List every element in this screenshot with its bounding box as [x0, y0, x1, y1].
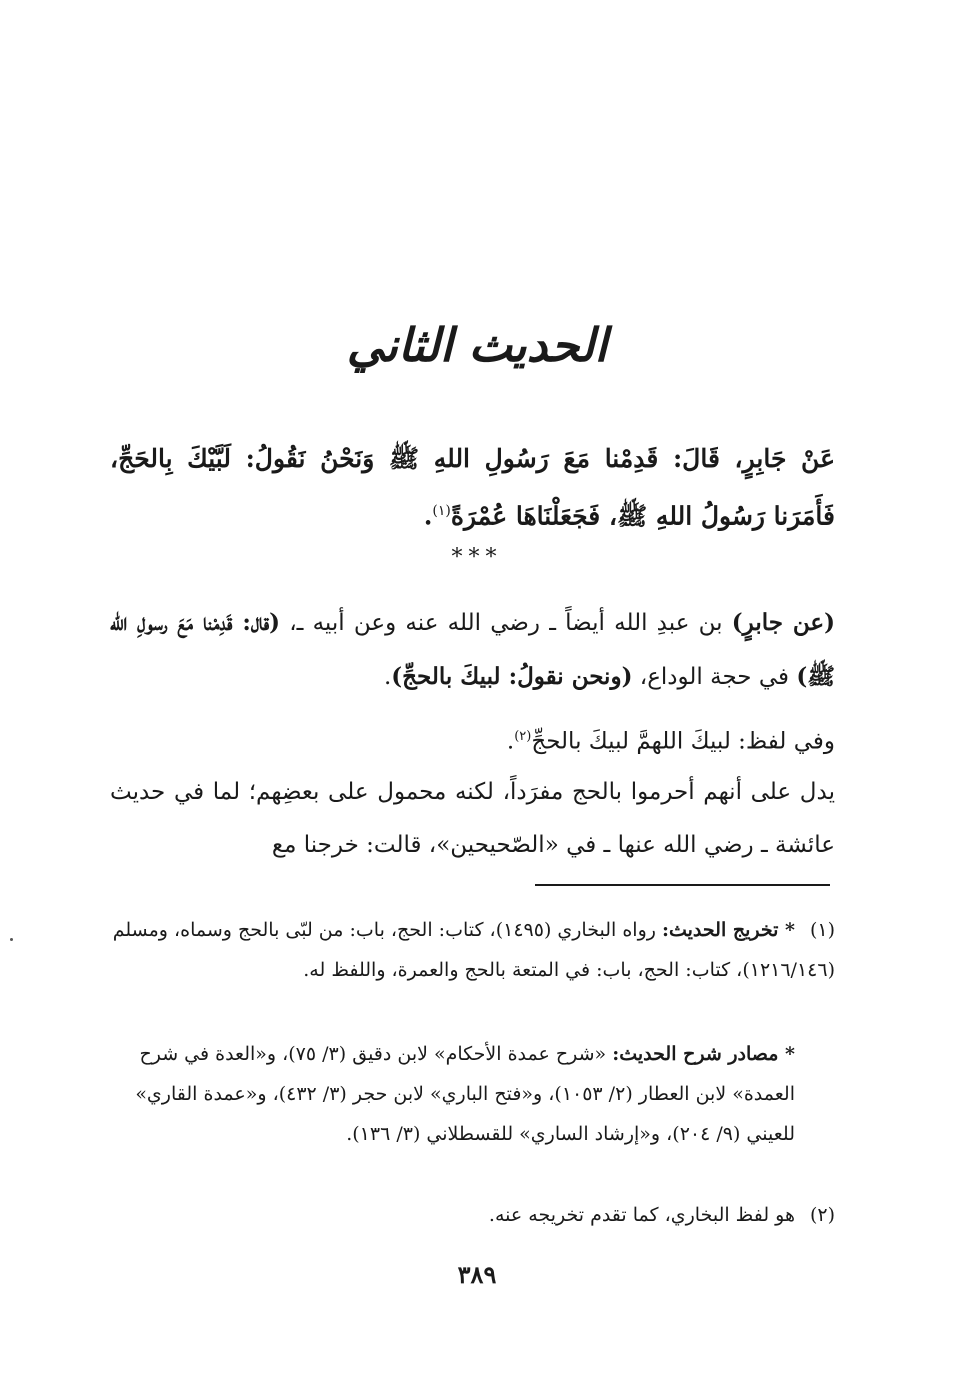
- commentary-paragraph-3: يدل على أنهم أحرموا بالحج مفرَداً، لكنه محمول على بعضِهم؛ لما في حديث عائشة ـ رضي الله عنها ـ في «الصّحيحين»، قالت: خرجنا مع: [110, 779, 835, 858]
- footnote-ref-2[interactable]: (٢): [514, 729, 532, 744]
- quote-bold-a: (عن جابرٍ): [731, 609, 835, 636]
- commentary-text-b: في حجة الوداع،: [632, 664, 797, 690]
- hadith-text: [110, 432, 835, 542]
- hadith-end: .: [423, 501, 433, 531]
- footnote-1-text: رواه البخاري (١٤٩٥)، كتاب: الحج، باب: من لبّى بالحج وسماه، ومسلم (١٢١٦/١٤٦)، كتاب: الحج، باب: في المتعة بالحج والعمرة، واللفظ له.: [112, 919, 835, 981]
- commentary-text-2: وفي لفظ: لبيكَ اللهمَّ لبيكَ بالحجِّ: [531, 728, 835, 755]
- footnote-2-number: (٢): [809, 1204, 835, 1226]
- footnote-2-text: هو لفظ البخاري، كما تقدم تخريجه عنه.: [488, 1204, 795, 1226]
- footnote-1: [110, 910, 835, 990]
- footnote-1-heading: * تخريج الحديث:: [661, 919, 795, 941]
- chapter-title: الحديث الثاني: [346, 318, 608, 372]
- commentary-paragraph-2: [110, 710, 835, 769]
- footnote-divider: [535, 884, 830, 886]
- scan-speck: [10, 938, 13, 941]
- commentary-end-2: .: [506, 728, 515, 755]
- quote-bold-c: (ونحن نقولُ: لبيكَ بالحجِّ): [391, 663, 633, 690]
- footnote-1-sources-text: «شرح عمدة الأحكام» لابن دقيق (٣/ ٧٥)، و«العدة في شرح العمدة» لابن العطار (٢/ ١٠٥٣)، و«فتح الباري» لابن حجر (٣/ ٤٣٢)، و«عمدة القاري» للعيني (٩/ ٢٠٤)، و«إرشاد الساري» للقسطلاني (٣/ ١٣٦).: [135, 1043, 795, 1145]
- footnote-2: [110, 1195, 835, 1235]
- page-number: ٣٨٩: [457, 1260, 497, 1289]
- footnote-ref-1[interactable]: (١): [432, 503, 451, 519]
- quote-bold-b: (قال: قَدِمْنا مَعَ رسولِ الله ﷺ): [110, 609, 835, 690]
- commentary-text-a: بن عبدِ الله أيضاً ـ رضي الله عنه وعن أبيه ـ،: [280, 610, 732, 636]
- section-separator: ***: [451, 545, 503, 570]
- commentary-end-1: .: [383, 664, 392, 690]
- footnote-1-sources-heading: * مصادر شرح الحديث:: [612, 1043, 795, 1065]
- footnote-1-number: (١): [809, 919, 835, 941]
- hadith-line-1: عَنْ جَابِرٍ، قَالَ: قَدِمْنا مَعَ رَسُولِ اللهِ ﷺ وَنَحْنُ نَقُولُ: لَبَّيْكَ بِالحَجِّ،: [110, 444, 835, 473]
- hadith-line-2: فَأَمَرَنا رَسُولُ اللهِ ﷺ، فَجَعَلْنَاهَا عُمْرَةً: [450, 501, 835, 531]
- commentary-paragraph-1: [110, 596, 835, 704]
- footnote-1-sources: [110, 1034, 835, 1154]
